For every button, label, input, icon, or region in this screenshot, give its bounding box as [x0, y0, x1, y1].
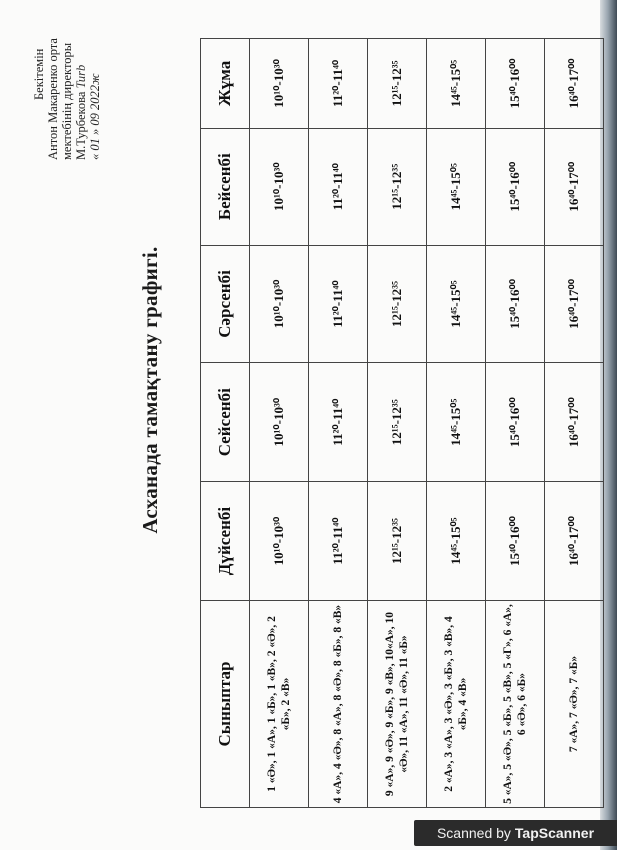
time-cell: 12¹⁵-12³⁵: [368, 482, 427, 601]
time-cell: 10¹⁰-10³⁰: [250, 245, 309, 363]
header-thursday: Бейсенбі: [201, 128, 250, 245]
time-cell: 14⁴⁵-15⁰⁵: [427, 363, 486, 482]
row-classes: 4 «А», 4 «Ә», 8 «А», 8 «Ә», 8 «Б», 8 «В»: [309, 601, 368, 808]
table-row: [368, 39, 427, 808]
header-monday: Дүйсенбі: [201, 482, 250, 601]
time-cell: 11²⁰-11⁴⁰: [309, 39, 368, 129]
watermark-brand: TapScanner: [514, 825, 595, 841]
time-cell: 10¹⁰-10³⁰: [250, 363, 309, 482]
time-cell: 15⁴⁰-16⁰⁰: [486, 39, 545, 129]
time-cell: 15⁴⁰-16⁰⁰: [486, 245, 545, 363]
table-header-row: [201, 39, 250, 808]
time-cell: 15⁴⁰-16⁰⁰: [486, 128, 545, 245]
row-classes: 9 «А», 9 «Ә», 9 «Б», 9 «В», 10«А», 10 «Ә», 11 «А», 11 «Ә», 11 «Б»: [368, 601, 427, 808]
header-wednesday: Сәрсенбі: [201, 245, 250, 363]
time-cell: 16⁴⁰-17⁰⁰: [545, 128, 604, 245]
schedule-table: [200, 38, 604, 808]
header-friday: Жұма: [201, 39, 250, 129]
header-tuesday: Сейсенбі: [201, 363, 250, 482]
table-row: [486, 39, 545, 808]
signature: Turb: [74, 64, 88, 89]
approval-date: « 01 » 09 2022ж: [88, 73, 102, 160]
time-cell: 10¹⁰-10³⁰: [250, 128, 309, 245]
time-cell: 16⁴⁰-17⁰⁰: [545, 39, 604, 129]
header-classes: Сыныптар: [201, 601, 250, 808]
time-cell: 12¹⁵-12³⁵: [368, 363, 427, 482]
time-cell: 11²⁰-11⁴⁰: [309, 245, 368, 363]
approval-block: [32, 0, 102, 160]
time-cell: 16⁴⁰-17⁰⁰: [545, 245, 604, 363]
table-row: [250, 39, 309, 808]
time-cell: 15⁴⁰-16⁰⁰: [486, 482, 545, 601]
time-cell: 16⁴⁰-17⁰⁰: [545, 363, 604, 482]
time-cell: 15⁴⁰-16⁰⁰: [486, 363, 545, 482]
row-classes: 7 «А», 7 «Ә», 7 «Б»: [545, 601, 604, 808]
document-title: Асханада тамақтану графигі.: [138, 246, 162, 534]
approval-school: Антон Макаренко орта: [46, 38, 60, 160]
approval-name-line: [74, 0, 88, 160]
time-cell: 14⁴⁵-15⁰⁵: [427, 128, 486, 245]
row-classes: 5 «А», 5 «Ә», 5 «Б», 5 «В», 5 «Г», 6 «А», 6 «Ә», 6 «Б»: [486, 601, 545, 808]
table-row: [309, 39, 368, 808]
time-cell: 10¹⁰-10³⁰: [250, 39, 309, 129]
table-row: [545, 39, 604, 808]
approval-position: мектебінің директоры: [60, 42, 74, 160]
time-cell: 10¹⁰-10³⁰: [250, 482, 309, 601]
time-cell: 11²⁰-11⁴⁰: [309, 363, 368, 482]
table-row: [427, 39, 486, 808]
row-classes: 2 «А», 3 «А», 3 «Ә», 3 «Б», 3 «В», 4 «Б», 4 «В»: [427, 601, 486, 808]
time-cell: 12¹⁵-12³⁵: [368, 245, 427, 363]
approval-name: М.Турбекова: [74, 91, 88, 160]
time-cell: 12¹⁵-12³⁵: [368, 39, 427, 129]
time-cell: 12¹⁵-12³⁵: [368, 128, 427, 245]
watermark-prefix: Scanned by: [436, 825, 511, 841]
time-cell: 16⁴⁰-17⁰⁰: [545, 482, 604, 601]
time-cell: 11²⁰-11⁴⁰: [309, 128, 368, 245]
approval-heading: Бекітемін: [32, 48, 46, 100]
time-cell: 14⁴⁵-15⁰⁵: [427, 482, 486, 601]
time-cell: 14⁴⁵-15⁰⁵: [427, 245, 486, 363]
time-cell: 14⁴⁵-15⁰⁵: [427, 39, 486, 129]
scanner-watermark: [414, 820, 617, 846]
time-cell: 11²⁰-11⁴⁰: [309, 482, 368, 601]
row-classes: 1 «Ә», 1 «А», 1 «Б», 1 «В», 2 «Ә», 2 «Б», 2 «В»: [250, 601, 309, 808]
